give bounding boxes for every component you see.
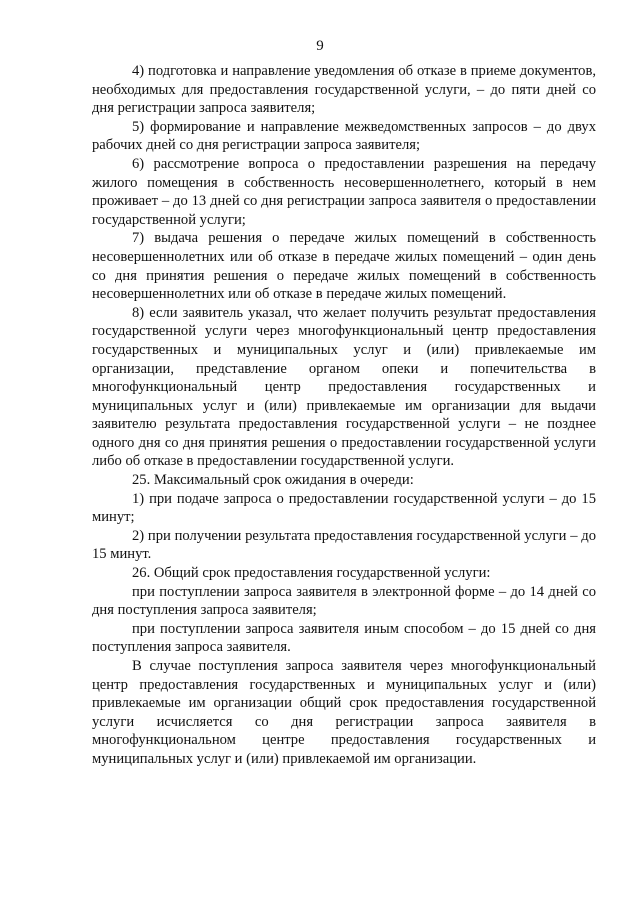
paragraph-section-25-heading: 25. Максимальный срок ожидания в очереди: xyxy=(132,472,414,489)
page-number: 9 xyxy=(316,38,324,54)
paragraph-section-26-heading: 26. Общий срок предоставления государственной услуги: xyxy=(132,565,491,582)
paragraph-item-4: 4) подготовка и направление уведомления об отказе в приеме документов, необходимых для предоставления государственной услуги, – до пяти дней со дня регистрации запроса заявителя; xyxy=(92,63,596,117)
paragraph-item-6: 6) рассмотрение вопроса о предоставлении разрешения на передачу жилого помещения в собственность несовершеннолетнего, который в нем проживает – до 13 дней со дня регистрации запроса заявителя о предоставлении государственной услуги; xyxy=(92,155,596,228)
paragraph-section-25-item-2: 2) при получении результата предоставления государственной услуги – до 15 минут. xyxy=(92,527,596,563)
paragraph-item-8: 8) если заявитель указал, что желает получить результат предоставления государственной услуги через многофункциональный центр предоставления государственных и муниципальных услуг и (или) привлекаемые им организации, представление органом опеки и попечительства в многофункциональный центр предоставления государственных и муниципальных услуг и (или) привлекаемые им организации для выдачи заявителю результата предоставления государственной услуги – не позднее одного дня со дня принятия решения о предоставлении государственной услуги либо об отказе в предоставлении государственной услуги. xyxy=(92,304,596,470)
paragraph-item-7: 7) выдача решения о передаче жилых помещений в собственность несовершеннолетних или об отказе в передаче жилых помещений – один день со дня принятия решения о передаче жилых помещений в собственность несовершеннолетних или об отказе в передаче жилых помещений. xyxy=(92,230,596,303)
paragraph-section-26-electronic: при поступлении запроса заявителя в электронной форме – до 14 дней со дня поступления запроса заявителя; xyxy=(92,583,596,619)
paragraph-item-5: 5) формирование и направление межведомственных запросов – до двух рабочих дней со дня регистрации запроса заявителя; xyxy=(92,118,596,154)
paragraph-section-26-other: при поступлении запроса заявителя иным способом – до 15 дней со дня поступления запроса заявителя. xyxy=(92,620,596,656)
document-body xyxy=(92,62,596,769)
paragraph-section-25-item-1: 1) при подаче запроса о предоставлении государственной услуги – до 15 минут; xyxy=(92,490,596,526)
paragraph-section-26-mfc: В случае поступления запроса заявителя через многофункциональный центр предоставления государственных и муниципальных услуг и (или) привлекаемые им организации общий срок предоставления государственной услуги исчисляется со дня регистрации запроса заявителя в многофункциональном центре предоставления государственных и муниципальных услуг и (или) привлекаемой им организации. xyxy=(92,658,596,767)
